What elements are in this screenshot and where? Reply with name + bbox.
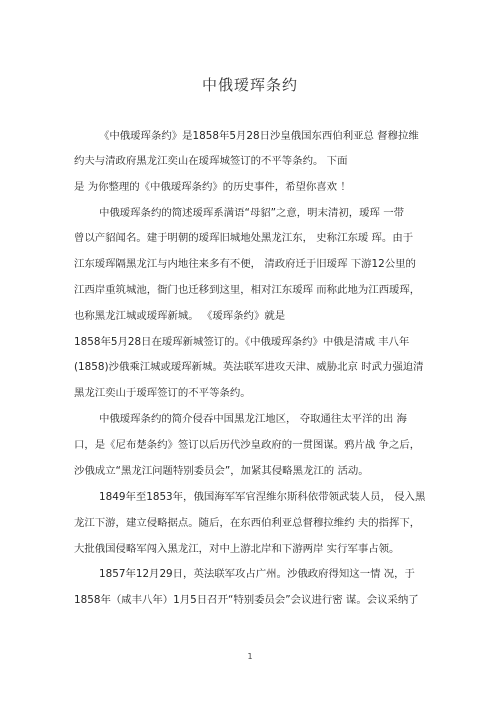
text-line: 1849年至1853年，俄国海军军官涅维尔斯科依带领武装人员， 侵入黑 [99,491,426,503]
text-line: 黑龙江奕山于瑷珲签订的不平等条约。 [74,387,251,399]
text-line: 也称黑龙江城或瑷珲新城。 《瑷珲条约》就是 [74,310,286,322]
page-number: 1 [247,652,253,661]
text-line: 沙俄成立“黑龙江问题特别委员会”，加紧其侵略黑龙江的 活动。 [74,465,369,477]
text-line: 约夫与清政府黑龙江奕山在瑷珲城签订的不平等条约。 下面 [74,155,348,167]
text-line: 1858年（咸丰八年）1月5日召开“特别委员会”会议进行密 谋。会议采纳了 [74,594,419,606]
text-line: 中俄瑷珲条约的简述瑷珲系满语“母貂”之意，明末清初，瑷珲 一带 [99,207,405,219]
text-line: 江西岸重筑城池，衙门也迁移到这里，相对江东瑷珲 而称此地为江西瑷珲， [74,284,421,296]
text-line: 曾以产貂闻名。建于明朝的瑷珲旧城地处黑龙江东， 史称江东瑷 珲。由于 [74,232,414,244]
text-line: 龙江下游，建立侵略据点。随后，在东西伯利亚总督穆拉维约 夫的指挥下， [74,517,421,529]
text-line: 大批俄国侵略军闯入黑龙江，对中上游北岸和下游两岸 实行军事占领。 [74,543,400,555]
text-line: (1858)沙俄乘江城或瑷珲新城。英法联军进攻天津、威胁北京 时武力强迫清 [74,361,424,373]
text-line: 中俄瑷珲条约的简介侵吞中国黑龙江地区， 夺取通往太平洋的出 海 [99,413,407,425]
text-line: 1857年12月29日，英法联军攻占广州。沙俄政府得知这一情 况，于 [99,568,415,580]
text-line: 1858年5月28日在瑷珲新城签订的。《中俄瑷珲条约》中俄是清咸 丰八年 [74,336,410,348]
text-line: 《中俄瑷珲条约》是1858年5月28日沙皇俄国东西伯利亚总 督穆拉维 [99,130,419,142]
text-line: 江东瑷珲隔黑龙江与内地往来多有不便， 清政府迁于旧瑷珲 下游12公里的 [74,258,416,270]
document-title: 中俄瑷珲条约 [201,76,298,94]
text-line: 是 为你整理的《中俄瑷珲条约》的历史事件，希望你喜欢 ！ [74,181,351,193]
text-line: 口，是《尼布楚条约》签订以后历代沙皇政府的一贯图谋。鸦片战 争之后， [74,439,421,451]
